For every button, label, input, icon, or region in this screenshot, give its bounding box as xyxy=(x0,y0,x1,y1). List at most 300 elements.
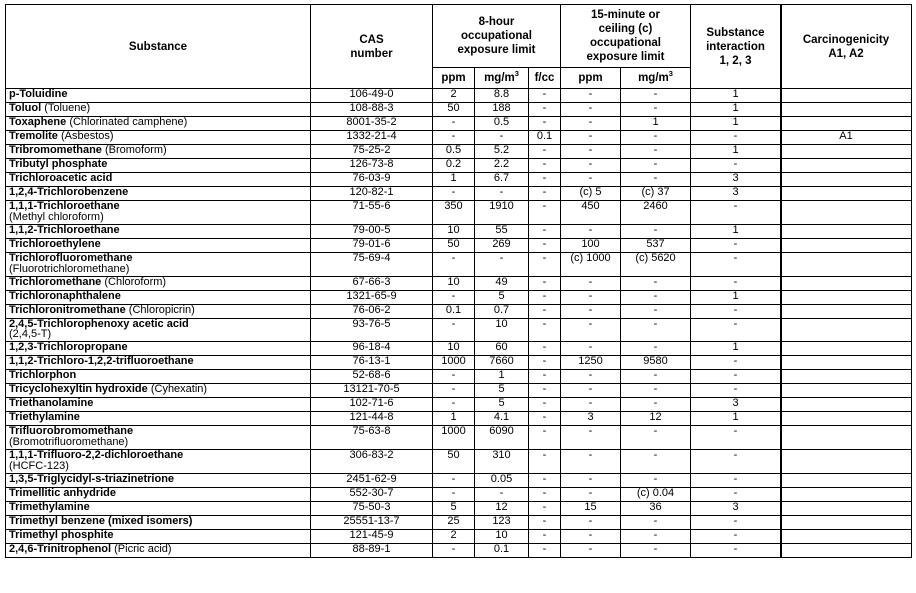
table-row xyxy=(6,238,912,252)
substance-synonym: (Chlorinated camphene) xyxy=(66,116,188,129)
cell-cas-number: 121-44-8 xyxy=(311,412,433,426)
table-row xyxy=(6,276,912,290)
cell-substance-name xyxy=(6,224,311,238)
substance-primary-name: Trichloromethane xyxy=(9,275,102,288)
cell-15minute-ppm: - xyxy=(561,342,621,356)
cell-substance-interaction: - xyxy=(691,384,781,398)
cell-cas-number: 75-69-4 xyxy=(311,252,433,276)
cell-substance-interaction: - xyxy=(691,543,781,557)
substance-secondary-name: (Bromotrifluoromethane) xyxy=(9,436,129,449)
cell-cas-number: 102-71-6 xyxy=(311,398,433,412)
unit-header-fcc-8hour: f/cc xyxy=(529,68,561,89)
cell-15minute-ppm: (c) 5 xyxy=(561,187,621,201)
cell-carcinogenicity xyxy=(781,159,912,173)
cell-substance-interaction: - xyxy=(691,318,781,342)
cell-8hour-ppm: 2 xyxy=(433,89,475,103)
cell-15minute-mgm3: - xyxy=(621,370,691,384)
cell-15minute-mgm3: - xyxy=(621,543,691,557)
cell-8hour-mgm3: 5 xyxy=(475,398,529,412)
cell-substance-interaction: 1 xyxy=(691,342,781,356)
cell-substance-interaction: 3 xyxy=(691,187,781,201)
cell-substance-interaction: - xyxy=(691,450,781,474)
substance-synonym: (Cyhexatin) xyxy=(147,383,208,396)
cell-15minute-ppm: - xyxy=(561,370,621,384)
cell-cas-number: 121-45-9 xyxy=(311,529,433,543)
unit-mgm3-15minute-base: mg/m xyxy=(638,72,669,85)
cell-carcinogenicity xyxy=(781,473,912,487)
cell-15minute-ppm: 1250 xyxy=(561,356,621,370)
cell-cas-number: 1332-21-4 xyxy=(311,131,433,145)
substance-primary-name: Trimethyl phosphite xyxy=(9,528,114,541)
cell-8hour-ppm: 1000 xyxy=(433,426,475,450)
cell-substance-name xyxy=(6,487,311,501)
limit8h-line2: occupational xyxy=(461,30,532,43)
cell-substance-name xyxy=(6,318,311,342)
cell-15minute-mgm3: 9580 xyxy=(621,356,691,370)
cell-substance-name xyxy=(6,89,311,103)
column-header-8hour-limit xyxy=(433,5,561,68)
cell-8hour-mgm3: 10 xyxy=(475,529,529,543)
cell-8hour-fcc: - xyxy=(529,515,561,529)
cell-substance-name xyxy=(6,173,311,187)
cell-15minute-ppm: 3 xyxy=(561,412,621,426)
table-body xyxy=(6,89,912,558)
cell-carcinogenicity xyxy=(781,103,912,117)
cell-15minute-ppm: - xyxy=(561,89,621,103)
cell-15minute-mgm3: - xyxy=(621,450,691,474)
cell-15minute-ppm: - xyxy=(561,426,621,450)
cell-carcinogenicity xyxy=(781,318,912,342)
cell-8hour-mgm3: 5 xyxy=(475,290,529,304)
substance-primary-name: 2,4,5-Trichlorophenoxy acetic acid xyxy=(9,317,189,330)
cell-substance-interaction: - xyxy=(691,370,781,384)
cell-8hour-ppm: 1 xyxy=(433,173,475,187)
cell-carcinogenicity xyxy=(781,290,912,304)
substance-primary-name: Toxaphene xyxy=(9,116,67,129)
cell-8hour-fcc: - xyxy=(529,238,561,252)
cell-substance-name xyxy=(6,187,311,201)
cell-8hour-ppm: - xyxy=(433,370,475,384)
cell-8hour-mgm3: 5.2 xyxy=(475,145,529,159)
cell-15minute-mgm3: 36 xyxy=(621,501,691,515)
cell-15minute-ppm: - xyxy=(561,450,621,474)
cell-substance-name xyxy=(6,276,311,290)
cell-8hour-fcc: - xyxy=(529,529,561,543)
unit-mgm3-8hour-base: mg/m xyxy=(484,72,515,85)
cell-substance-interaction: - xyxy=(691,529,781,543)
cell-8hour-mgm3: 60 xyxy=(475,342,529,356)
unit-header-mgm3-15minute xyxy=(621,68,691,89)
cell-15minute-ppm: 450 xyxy=(561,201,621,225)
substance-primary-name: 1,2,4-Trichlorobenzene xyxy=(9,186,129,199)
cell-carcinogenicity: A1 xyxy=(781,131,912,145)
cell-8hour-ppm: - xyxy=(433,252,475,276)
cell-carcinogenicity xyxy=(781,117,912,131)
cell-cas-number: 88-89-1 xyxy=(311,543,433,557)
cell-cas-number: 76-13-1 xyxy=(311,356,433,370)
cell-15minute-ppm: - xyxy=(561,224,621,238)
cell-15minute-mgm3: - xyxy=(621,384,691,398)
cell-8hour-fcc: - xyxy=(529,103,561,117)
cell-substance-name xyxy=(6,201,311,225)
table-row xyxy=(6,473,912,487)
limit8h-line3: exposure limit xyxy=(457,44,536,57)
cell-8hour-ppm: 5 xyxy=(433,501,475,515)
table-row xyxy=(6,131,912,145)
cell-8hour-mgm3: 1 xyxy=(475,370,529,384)
cell-8hour-fcc: - xyxy=(529,290,561,304)
substance-secondary-name: (Fluorotrichloromethane) xyxy=(9,262,130,275)
cell-substance-interaction: 1 xyxy=(691,89,781,103)
cell-15minute-ppm: - xyxy=(561,173,621,187)
cell-15minute-mgm3: - xyxy=(621,304,691,318)
cell-substance-interaction: - xyxy=(691,201,781,225)
cell-cas-number: 75-25-2 xyxy=(311,145,433,159)
cell-8hour-fcc: - xyxy=(529,543,561,557)
substance-primary-name: p-Toluidine xyxy=(9,88,68,101)
cell-substance-interaction: - xyxy=(691,238,781,252)
cell-cas-number: 306-83-2 xyxy=(311,450,433,474)
cell-substance-interaction: 1 xyxy=(691,290,781,304)
substance-primary-name: Triethanolamine xyxy=(9,397,94,410)
cell-15minute-mgm3: (c) 37 xyxy=(621,187,691,201)
cell-8hour-fcc: - xyxy=(529,159,561,173)
cell-8hour-mgm3: 7660 xyxy=(475,356,529,370)
cell-8hour-mgm3: 123 xyxy=(475,515,529,529)
cell-carcinogenicity xyxy=(781,276,912,290)
limit8h-line1: 8-hour xyxy=(478,16,515,28)
cell-substance-interaction: 3 xyxy=(691,501,781,515)
cell-substance-name xyxy=(6,159,311,173)
cell-8hour-mgm3: 269 xyxy=(475,238,529,252)
carcinogenicity-line2: A1, A2 xyxy=(828,47,864,60)
cell-cas-number: 13121-70-5 xyxy=(311,384,433,398)
cell-substance-name xyxy=(6,370,311,384)
table-row xyxy=(6,252,912,276)
cell-8hour-ppm: - xyxy=(433,131,475,145)
column-header-cas-number xyxy=(311,5,433,89)
cell-8hour-ppm: 50 xyxy=(433,103,475,117)
cell-8hour-ppm: 10 xyxy=(433,342,475,356)
cell-substance-name xyxy=(6,342,311,356)
cell-15minute-ppm: - xyxy=(561,543,621,557)
cell-substance-name xyxy=(6,131,311,145)
cell-8hour-ppm: - xyxy=(433,117,475,131)
substance-synonym: (Picric acid) xyxy=(111,542,172,555)
substance-synonym: (Chloroform) xyxy=(101,275,167,288)
cell-cas-number: 75-50-3 xyxy=(311,501,433,515)
substance-primary-name: 1,3,5-Triglycidyl-s-triazinetrione xyxy=(9,472,175,485)
cell-8hour-fcc: - xyxy=(529,187,561,201)
cell-15minute-mgm3: (c) 5620 xyxy=(621,252,691,276)
cell-cas-number: 52-68-6 xyxy=(311,370,433,384)
cell-15minute-mgm3: - xyxy=(621,224,691,238)
cell-8hour-mgm3: - xyxy=(475,252,529,276)
cell-substance-interaction: - xyxy=(691,252,781,276)
cell-8hour-ppm: 0.5 xyxy=(433,145,475,159)
cell-cas-number: 1321-65-9 xyxy=(311,290,433,304)
table-row xyxy=(6,356,912,370)
cell-15minute-mgm3: 1 xyxy=(621,117,691,131)
cell-carcinogenicity xyxy=(781,173,912,187)
substance-primary-name: 1,1,1-Trifluoro-2,2-dichloroethane xyxy=(9,449,184,462)
cell-carcinogenicity xyxy=(781,356,912,370)
cell-substance-name xyxy=(6,384,311,398)
cell-substance-name xyxy=(6,529,311,543)
substance-primary-name: Trichloronaphthalene xyxy=(9,289,121,302)
table-row xyxy=(6,384,912,398)
substance-primary-name: 2,4,6-Trinitrophenol xyxy=(9,542,112,555)
cell-15minute-ppm: - xyxy=(561,515,621,529)
cell-8hour-ppm: - xyxy=(433,473,475,487)
cell-cas-number: 2451-62-9 xyxy=(311,473,433,487)
cell-8hour-mgm3: 1910 xyxy=(475,201,529,225)
cell-8hour-mgm3: 5 xyxy=(475,384,529,398)
cell-15minute-ppm: - xyxy=(561,131,621,145)
substance-primary-name: Triethylamine xyxy=(9,411,80,424)
column-header-substance: Substance xyxy=(6,5,311,89)
cell-carcinogenicity xyxy=(781,426,912,450)
substance-primary-name: Trichloroacetic acid xyxy=(9,172,113,185)
cell-cas-number: 8001-35-2 xyxy=(311,117,433,131)
substance-secondary-name: (HCFC-123) xyxy=(9,459,69,472)
cell-8hour-fcc: - xyxy=(529,117,561,131)
cell-substance-interaction: - xyxy=(691,131,781,145)
substance-primary-name: Tributyl phosphate xyxy=(9,158,108,171)
table-row xyxy=(6,159,912,173)
cell-8hour-ppm: 25 xyxy=(433,515,475,529)
table-row xyxy=(6,187,912,201)
cell-carcinogenicity xyxy=(781,515,912,529)
cell-substance-name xyxy=(6,473,311,487)
substance-synonym: (Toluene) xyxy=(41,102,91,115)
cell-8hour-ppm: 10 xyxy=(433,224,475,238)
substance-primary-name: Tremolite xyxy=(9,130,58,143)
cell-substance-interaction: - xyxy=(691,426,781,450)
cell-15minute-mgm3: - xyxy=(621,290,691,304)
table-header xyxy=(6,5,912,89)
limit15m-line4: exposure limit xyxy=(586,51,665,64)
cell-8hour-mgm3: 2.2 xyxy=(475,159,529,173)
cell-8hour-fcc: 0.1 xyxy=(529,131,561,145)
table-row xyxy=(6,543,912,557)
cell-8hour-mgm3: 10 xyxy=(475,318,529,342)
unit-header-mgm3-8hour xyxy=(475,68,529,89)
cell-substance-name xyxy=(6,290,311,304)
substance-secondary-name: (Methyl chloroform) xyxy=(9,210,104,223)
cell-substance-interaction: - xyxy=(691,356,781,370)
table-row xyxy=(6,529,912,543)
cell-8hour-mgm3: 12 xyxy=(475,501,529,515)
cell-15minute-mgm3: 2460 xyxy=(621,201,691,225)
cell-8hour-ppm: - xyxy=(433,187,475,201)
cell-substance-interaction: 1 xyxy=(691,117,781,131)
cell-8hour-mgm3: 0.5 xyxy=(475,117,529,131)
table-row xyxy=(6,450,912,474)
cell-8hour-ppm: - xyxy=(433,290,475,304)
cell-8hour-ppm: 0.1 xyxy=(433,304,475,318)
substance-primary-name: 1,1,1-Trichloroethane xyxy=(9,200,120,213)
table-row xyxy=(6,370,912,384)
table-row xyxy=(6,117,912,131)
cell-15minute-ppm: - xyxy=(561,304,621,318)
cell-8hour-ppm: - xyxy=(433,318,475,342)
table-row xyxy=(6,304,912,318)
cell-8hour-fcc: - xyxy=(529,426,561,450)
cell-8hour-mgm3: - xyxy=(475,187,529,201)
table-row xyxy=(6,342,912,356)
cell-8hour-mgm3: 8.8 xyxy=(475,89,529,103)
cell-carcinogenicity xyxy=(781,342,912,356)
table-row xyxy=(6,515,912,529)
cell-substance-interaction: 1 xyxy=(691,412,781,426)
column-header-15minute-limit xyxy=(561,5,691,68)
cell-8hour-fcc: - xyxy=(529,412,561,426)
cell-substance-name xyxy=(6,304,311,318)
cell-substance-name xyxy=(6,450,311,474)
cell-substance-name xyxy=(6,426,311,450)
cell-8hour-mgm3: 0.7 xyxy=(475,304,529,318)
cell-15minute-ppm: - xyxy=(561,117,621,131)
cell-substance-name xyxy=(6,252,311,276)
cas-header-line2: number xyxy=(350,47,393,60)
cell-carcinogenicity xyxy=(781,529,912,543)
cell-15minute-mgm3: - xyxy=(621,103,691,117)
cell-carcinogenicity xyxy=(781,543,912,557)
cell-carcinogenicity xyxy=(781,412,912,426)
cell-substance-interaction: - xyxy=(691,473,781,487)
cell-substance-name xyxy=(6,501,311,515)
cell-carcinogenicity xyxy=(781,304,912,318)
cell-substance-interaction: 3 xyxy=(691,398,781,412)
cell-carcinogenicity xyxy=(781,201,912,225)
cell-cas-number: 79-01-6 xyxy=(311,238,433,252)
cell-15minute-ppm: - xyxy=(561,318,621,342)
table-row xyxy=(6,201,912,225)
substance-synonym: (Asbestos) xyxy=(57,130,114,143)
cell-cas-number: 25551-13-7 xyxy=(311,515,433,529)
cell-carcinogenicity xyxy=(781,252,912,276)
substance-primary-name: 1,1,2-Trichloro-1,2,2-trifluoroethane xyxy=(9,355,194,368)
cell-substance-name xyxy=(6,103,311,117)
cell-cas-number: 76-06-2 xyxy=(311,304,433,318)
cell-carcinogenicity xyxy=(781,238,912,252)
cell-8hour-mgm3: 188 xyxy=(475,103,529,117)
substance-primary-name: Trifluorobromomethane xyxy=(9,425,134,438)
cell-substance-name xyxy=(6,543,311,557)
cell-8hour-ppm: 350 xyxy=(433,201,475,225)
cell-cas-number: 71-55-6 xyxy=(311,201,433,225)
cell-8hour-mgm3: - xyxy=(475,131,529,145)
cell-substance-name xyxy=(6,356,311,370)
column-header-carcinogenicity xyxy=(781,5,912,89)
cell-8hour-fcc: - xyxy=(529,370,561,384)
cell-8hour-fcc: - xyxy=(529,473,561,487)
cell-15minute-mgm3: - xyxy=(621,318,691,342)
cell-cas-number: 126-73-8 xyxy=(311,159,433,173)
table-row xyxy=(6,501,912,515)
substance-primary-name: Tricyclohexyltin hydroxide xyxy=(9,383,148,396)
cell-8hour-fcc: - xyxy=(529,304,561,318)
cell-15minute-ppm: 15 xyxy=(561,501,621,515)
cell-15minute-ppm: - xyxy=(561,384,621,398)
table-row xyxy=(6,412,912,426)
cell-8hour-fcc: - xyxy=(529,384,561,398)
cell-8hour-ppm: 50 xyxy=(433,450,475,474)
cell-15minute-ppm: - xyxy=(561,487,621,501)
cell-carcinogenicity xyxy=(781,370,912,384)
cell-15minute-mgm3: - xyxy=(621,173,691,187)
cell-8hour-mgm3: 49 xyxy=(475,276,529,290)
limit15m-line3: occupational xyxy=(590,37,661,50)
header-row-main xyxy=(6,5,912,68)
cell-cas-number: 108-88-3 xyxy=(311,103,433,117)
cell-substance-interaction: - xyxy=(691,304,781,318)
cell-8hour-mgm3: 6.7 xyxy=(475,173,529,187)
limit15m-line2: ceiling (c) xyxy=(598,23,653,36)
cell-8hour-fcc: - xyxy=(529,276,561,290)
cell-carcinogenicity xyxy=(781,224,912,238)
cell-15minute-mgm3: - xyxy=(621,426,691,450)
cell-15minute-ppm: - xyxy=(561,103,621,117)
cell-substance-name xyxy=(6,412,311,426)
cell-8hour-mgm3: 6090 xyxy=(475,426,529,450)
interaction-line2: interaction xyxy=(706,40,765,53)
occupational-exposure-limits-table xyxy=(5,4,912,558)
cell-substance-interaction: 1 xyxy=(691,224,781,238)
table-row xyxy=(6,103,912,117)
cell-8hour-ppm: - xyxy=(433,384,475,398)
cell-8hour-fcc: - xyxy=(529,398,561,412)
interaction-line3: 1, 2, 3 xyxy=(719,54,752,67)
substance-primary-name: 1,1,2-Trichloroethane xyxy=(9,223,120,236)
cell-15minute-mgm3: - xyxy=(621,159,691,173)
cell-8hour-mgm3: 310 xyxy=(475,450,529,474)
cell-8hour-ppm: 1000 xyxy=(433,356,475,370)
cell-cas-number: 96-18-4 xyxy=(311,342,433,356)
cell-15minute-mgm3: (c) 0.04 xyxy=(621,487,691,501)
substance-primary-name: Trichlorphon xyxy=(9,369,77,382)
cell-8hour-fcc: - xyxy=(529,318,561,342)
cell-15minute-mgm3: - xyxy=(621,145,691,159)
table-row xyxy=(6,487,912,501)
cell-carcinogenicity xyxy=(781,450,912,474)
cell-substance-interaction: - xyxy=(691,515,781,529)
cell-15minute-ppm: - xyxy=(561,473,621,487)
table-row xyxy=(6,89,912,103)
cell-8hour-ppm: 50 xyxy=(433,238,475,252)
cell-substance-name xyxy=(6,238,311,252)
cell-15minute-mgm3: - xyxy=(621,398,691,412)
cell-8hour-fcc: - xyxy=(529,173,561,187)
cell-15minute-mgm3: - xyxy=(621,276,691,290)
substance-primary-name: Trimethylamine xyxy=(9,500,90,513)
cell-8hour-mgm3: 4.1 xyxy=(475,412,529,426)
cell-8hour-ppm: - xyxy=(433,398,475,412)
cell-15minute-ppm: - xyxy=(561,529,621,543)
substance-primary-name: Tribromomethane xyxy=(9,144,102,157)
cell-cas-number: 76-03-9 xyxy=(311,173,433,187)
cell-15minute-mgm3: - xyxy=(621,131,691,145)
cell-8hour-ppm: 10 xyxy=(433,276,475,290)
cell-15minute-mgm3: 537 xyxy=(621,238,691,252)
cell-cas-number: 106-49-0 xyxy=(311,89,433,103)
interaction-line1: Substance xyxy=(706,26,765,39)
cell-8hour-fcc: - xyxy=(529,356,561,370)
substance-primary-name: Trichloroethylene xyxy=(9,237,101,250)
cell-substance-interaction: - xyxy=(691,487,781,501)
cell-15minute-ppm: - xyxy=(561,145,621,159)
